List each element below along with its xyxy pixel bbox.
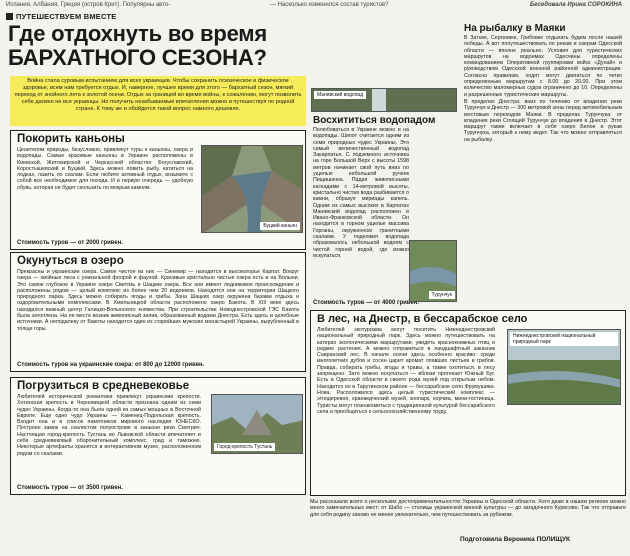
top-strip xyxy=(0,0,630,10)
section-dniester xyxy=(310,310,626,496)
fortress-photo xyxy=(211,394,303,454)
canyon-photo xyxy=(201,145,303,233)
section-text: Прекрасны и украинские озера. Самое чистое из них — Синевир — находится в высокогорье Карпат. Вокруг озера — хвойные леса с уникальной флорой и фауной. Красивые кристально чистые озера есть и на Волыни. Это самое глубокое в Украине озеро Свитязь и Шацкие озера. Все они имеют ледниковое происхождение и расположены рядом — целый комплекс из более чем 20 водоемов. Находятся они на территории Шацкого природного парка. Здесь можно собирать ягоды и грибы. Зона Шацких озер окружена базами отдыха и оздоровительными комплексами. В Хмельницкой области расположено озеро Бакота. В XIII веке здесь находился важный центр Галицко-Волынского княжества. При строительстве Новоднестровской ГЭС Бакота была затоплена. На ее месте возник живописный залив, образованный водами Днестра. Есть здесь и целебные источники. А неподалеку от Бакоты находится один из старейших мужских монастырей Украины, вырубленный в толще горы. xyxy=(17,269,299,332)
section-fishing xyxy=(460,22,626,308)
section-title: Окунуться в озеро xyxy=(17,255,124,267)
waterfall-photo xyxy=(311,88,457,112)
section-cost: Стоимость туров — от 3500 гривен. xyxy=(17,485,124,491)
section-text: Ценителям природы, безусловно, привлекут туры к каньоны, озера и водопады. Самые красивые каньоны в Украине расположены в Киевской, Житомирской и Черкасской областях: Богуславский, Коростышевский и Буцкий. Здесь можно ловить рыбу, кататься на лодках, лазить по скалам. Если любите активный отдых, возьмите с собой все необходимое для похода. И в первую очередь — удобную обувь, которая не будет скользить по мокрым камням. xyxy=(17,147,193,191)
section-title: Восхититься водопадом xyxy=(313,115,436,126)
section-title: Погрузиться в средневековье xyxy=(17,380,190,392)
section-cost: Стоимость туров — от 4000 гривен. xyxy=(313,300,420,306)
top-strip-right: Беседовала Ирина СОРОКИНА xyxy=(529,2,622,8)
square-icon xyxy=(6,13,13,20)
section-medieval xyxy=(10,377,306,495)
section-text: Любителей экотуризма могут посетить Нижнеднестровский национальный природный парк. Здесь можно путешествовать на катерах экологическими маршрутами, увидеть краснокнижных птиц и редкие растения. А можно отправиться в ландшафтный заказник Савранский лес. В начале осени здесь особенно красиво: среди многолетних дубов и сосен царит аромат опавших листьев и грибов. Правда, собирать грибы, ягоды и травы, а также охотиться, в лесу запрещено. Зато можно искупаться — вблизи протекает Южный Буг. Есть в Одесской области и своего рода музей под открытым небом. Находится он в Тарутинском районе — бессарабское село Фрумушика-Нова. Расположился здесь целый туристический комплекс — этнодеревня, краеведческий музей, зоопарк, корчма, мини-гостиница. Туристы могут познакомиться с традиционной культурой бессарабского села и приобщиться к сельскохозяйственному труду. xyxy=(317,327,495,415)
section-title: Покорить каньоны xyxy=(17,133,125,145)
river-photo xyxy=(409,240,457,302)
section-cost: Стоимость туров на украинские озера: от 800 до 12000 гривен. xyxy=(17,362,205,368)
photo-caption: Буцкий каньон xyxy=(260,222,300,230)
photo-caption: Турунчук xyxy=(429,291,456,299)
top-strip-left: Испания, Албания, Греция (остров Крит). Популярны авто- xyxy=(6,2,171,8)
photo-caption: Нижнеднестровский национальный природный парк xyxy=(510,332,618,346)
section-text: Любителей исторической романтики привлекут украинские крепости. Хотинская крепость в Черновицкой области признана одним из семи чудес Украины. Когда-то она была одной из самых мощных в Восточной Европе. Еще одно чудо Украины — Каменец-Подольская крепость. Входит она и в список памятников мирового наследия ЮНЕСКО. Построен замок на скалистом полуострове в каньоне реки Смотрич. Настоящая город-крепость Тустань во Львовской области впечатляет в себя средневековый оборонительный комплекс, град и таможню. Некоторые артефакты хранятся в интерактивном музее, расположенном рядом со скалами. xyxy=(17,394,201,457)
photo-caption: Манявский водопад xyxy=(314,91,366,99)
footer-note: Мы рассказали всего о нескольких достопримечательностях Украины и Одесской области. Хотя даже в нашем регионе можно много замечательных мест: от Шабо — столицы украинской винной культуры — до загадочного Курисово. Так что отправьте для себя родину заново не менее увлекательно, чем путешествовать за рубежом. xyxy=(310,499,626,518)
section-lake xyxy=(10,252,306,372)
park-photo xyxy=(507,329,621,405)
section-canyons xyxy=(10,130,306,250)
section-title: На рыбалку в Маяки xyxy=(464,23,566,34)
section-text: Полюбоваться в Украине можно и на водопады. Шипот считается одним из семи природных чудес Украины. Это самый величественный водопад Закарпатья. С подземного источника на горе Большой Верх с высоты 1598 метров начинает свой путь вниз по ущелью небольшой ручеек Пищишенка. Падая живописными каскадами с 14-метровой высоты, кристально чистая вода разбивается о камни, образуя мириады капель. Одним из самых высоких в Карпатах Манявский водопад расположен в Ивано-Франковской области. Он находится в горном ущелье массива Горганы, окруженном гранитными скалами. У подножия водопада образовалось небольшой водоем с чистой горной водой, где можно искупаться. xyxy=(313,127,409,259)
section-cost: Стоимость туров — от 2000 гривен. xyxy=(17,240,124,246)
section-text: В Затоке, Сергеевке, Грибовке отдыхать будем после нашей победы. А вот попутешествовать по рекам и озерам Одесской области — вполне реально. Условия для туристических маршрутов на водоемах Одесчины определены командованием Оперативной группировки войск «Дунай» и руководством Одесской военной районной администрации. Согласно правилам, ходят могут двигаться по четко определенным маршрутам с 8.00 до 20.00. При этом количество маломерных судов ограничено до 10. Определены и разрешенные туристические маршруты. xyxy=(464,35,622,98)
section-title: В лес, на Днестр, в бессарабское село xyxy=(317,313,528,325)
photo-caption: Город-крепость Тустань xyxy=(214,443,275,451)
author-signature: Подготовила Вероника ПОЛИЩУК xyxy=(460,536,571,543)
rubric xyxy=(6,12,116,21)
lead-paragraph: Война стала суровым испытанием для всех украинцев. Чтобы сохранить психическое и физическое здоровье, всем нам требуется отдых. И, наверное, лучшее время для этого — бархатный сезон, мягкий переход от знойного лета к золотой осени. Отдых за границей во время войны, к сожалению, могут позволить себе далеко не все украинцы. Но получить незабываемые впечатления можно и путешествуя по родной стране. К тому же и обойдется такой вопрос намного дешевле. xyxy=(10,76,306,126)
section-text-2: В пределах Днестра: вниз по течению от владения реки Турунчук в Днестр — 300 метровой зоны перед автомобильным мостовым переходом Маяки. В пределах Турунчука: от владения реки Сгоящий Турунчук до впадения в Днестр. Этот маршрут также включает в себя озеро Белое и рукав Турунчука, который к нему ведет. Так что можно отправляться на рыбалку. xyxy=(464,98,622,143)
top-strip-middle: — Насколько изменился состав туристов? xyxy=(270,2,389,8)
page-title: Где отдохнуть во время БАРХАТНОГО СЕЗОНА? xyxy=(8,21,268,70)
rubric-text: ПУТЕШЕСТВУЕМ ВМЕСТЕ xyxy=(16,12,117,21)
